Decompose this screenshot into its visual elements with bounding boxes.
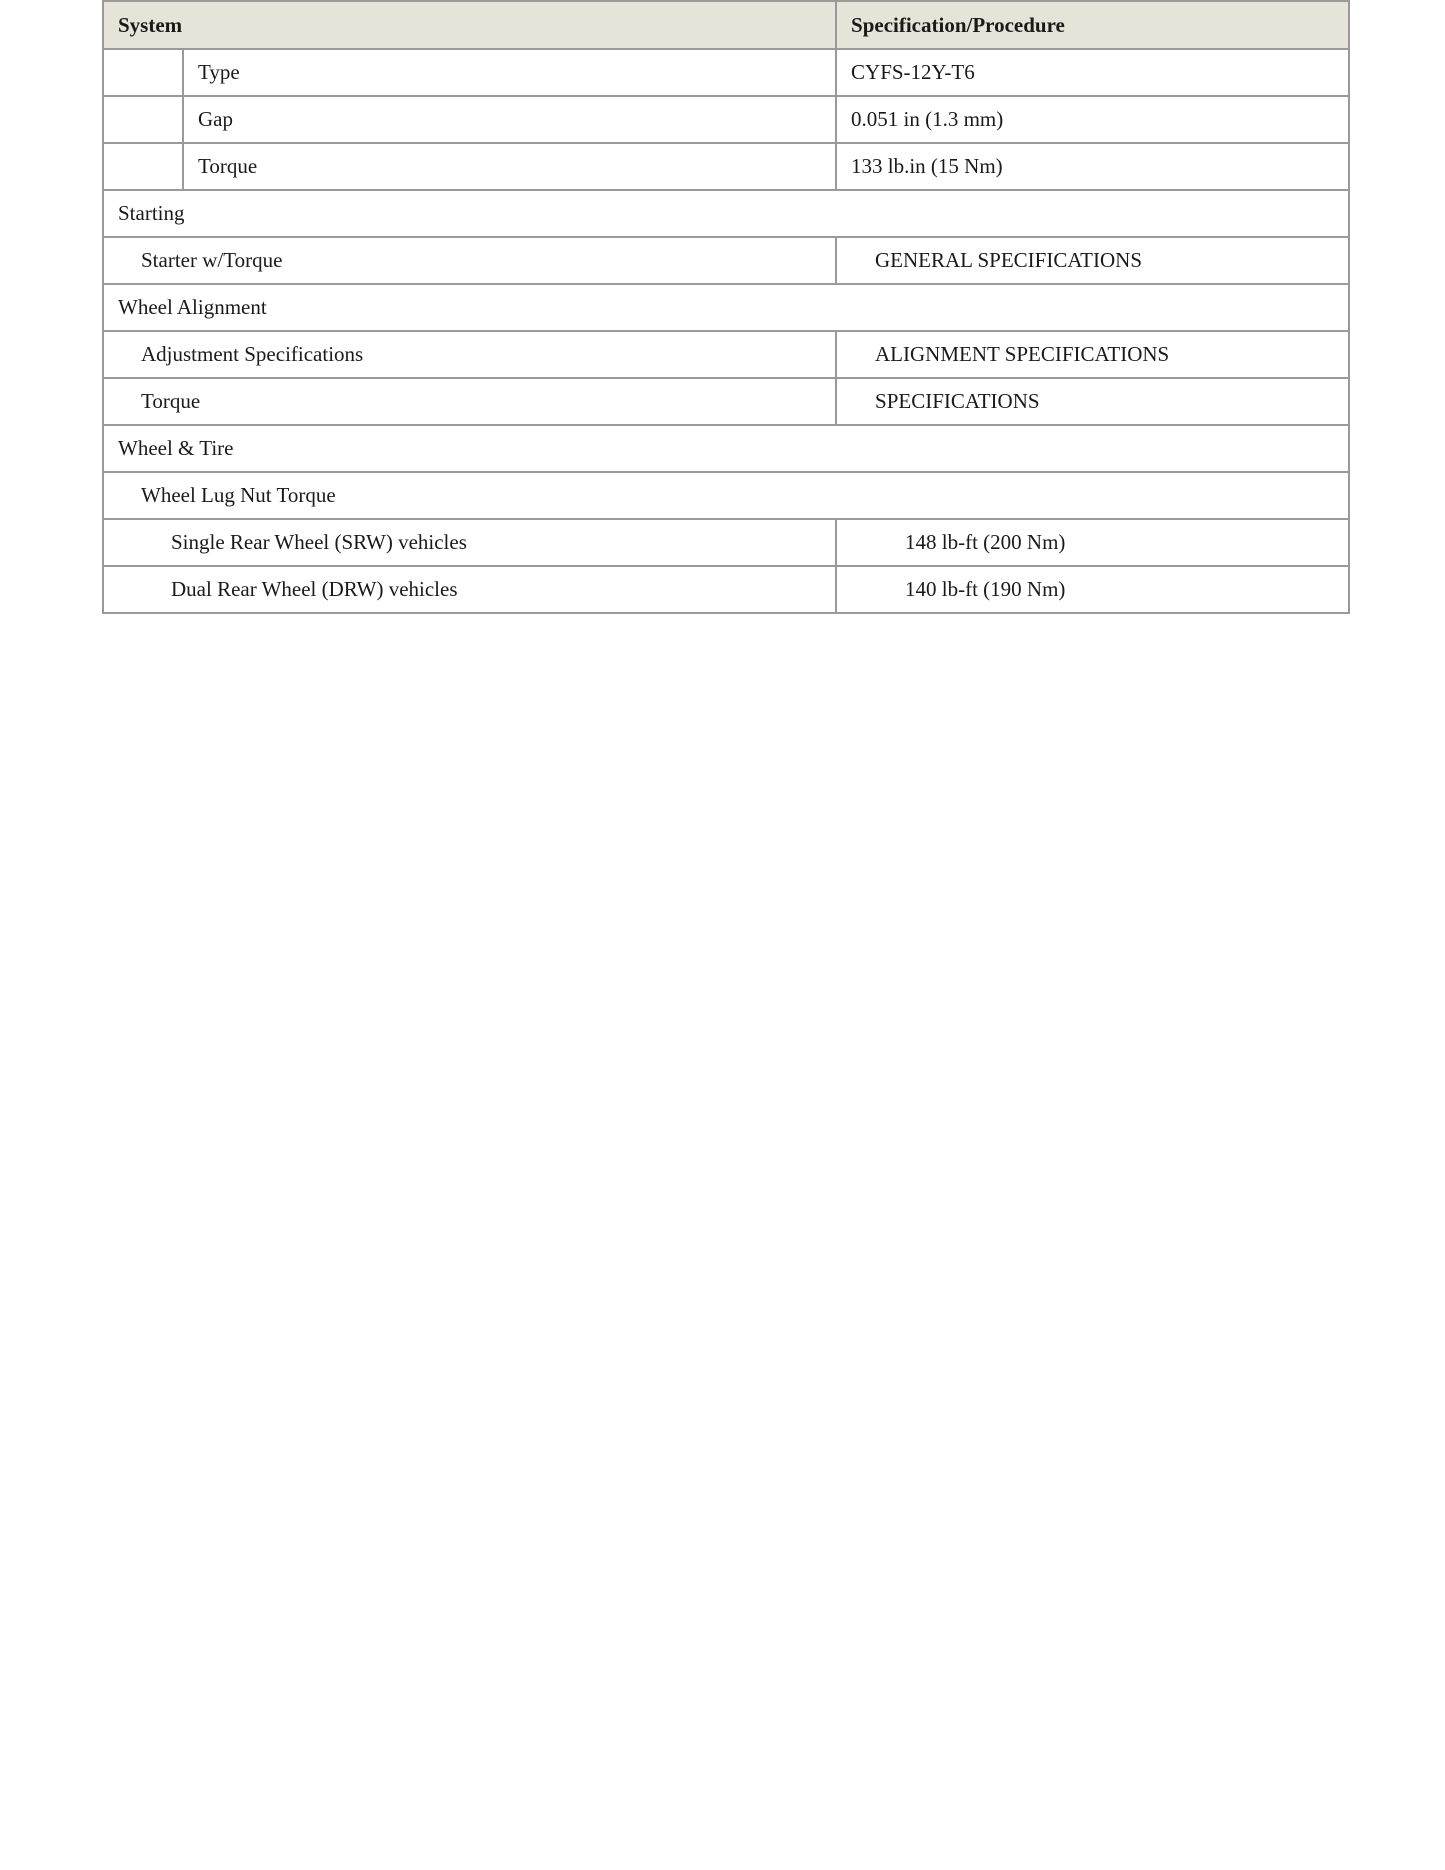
header-spec: Specification/Procedure	[836, 1, 1349, 49]
spec-link-cell: SPECIFICATIONS	[836, 378, 1349, 425]
spec-cell: CYFS-12Y-T6	[836, 49, 1349, 96]
subsection-row	[103, 472, 1349, 519]
system-cell: Torque	[103, 378, 836, 425]
spec-cell: 0.051 in (1.3 mm)	[836, 96, 1349, 143]
system-cell: Adjustment Specifications	[103, 331, 836, 378]
table-row	[103, 331, 1349, 378]
header-system: System	[103, 1, 836, 49]
table-header-row	[103, 1, 1349, 49]
table-row	[103, 237, 1349, 284]
table-row	[103, 566, 1349, 613]
blank-indent-cell	[103, 49, 183, 96]
table-row	[103, 96, 1349, 143]
section-heading-cell: Wheel & Tire	[103, 425, 1349, 472]
spec-cell: 133 lb.in (15 Nm)	[836, 143, 1349, 190]
section-heading-cell: Wheel Alignment	[103, 284, 1349, 331]
blank-indent-cell	[103, 96, 183, 143]
blank-indent-cell	[103, 143, 183, 190]
specifications-table	[102, 0, 1350, 614]
section-heading-cell: Starting	[103, 190, 1349, 237]
system-cell: Single Rear Wheel (SRW) vehicles	[103, 519, 836, 566]
table-row	[103, 519, 1349, 566]
spec-link-cell: ALIGNMENT SPECIFICATIONS	[836, 331, 1349, 378]
system-cell: Starter w/Torque	[103, 237, 836, 284]
system-cell: Torque	[183, 143, 836, 190]
spec-link-cell: GENERAL SPECIFICATIONS	[836, 237, 1349, 284]
table-row	[103, 378, 1349, 425]
subsection-heading-cell: Wheel Lug Nut Torque	[103, 472, 1349, 519]
table-row	[103, 143, 1349, 190]
system-cell: Type	[183, 49, 836, 96]
table-row	[103, 49, 1349, 96]
spec-cell: 148 lb-ft (200 Nm)	[836, 519, 1349, 566]
spec-cell: 140 lb-ft (190 Nm)	[836, 566, 1349, 613]
section-row	[103, 284, 1349, 331]
section-row	[103, 425, 1349, 472]
system-cell: Dual Rear Wheel (DRW) vehicles	[103, 566, 836, 613]
section-row	[103, 190, 1349, 237]
system-cell: Gap	[183, 96, 836, 143]
